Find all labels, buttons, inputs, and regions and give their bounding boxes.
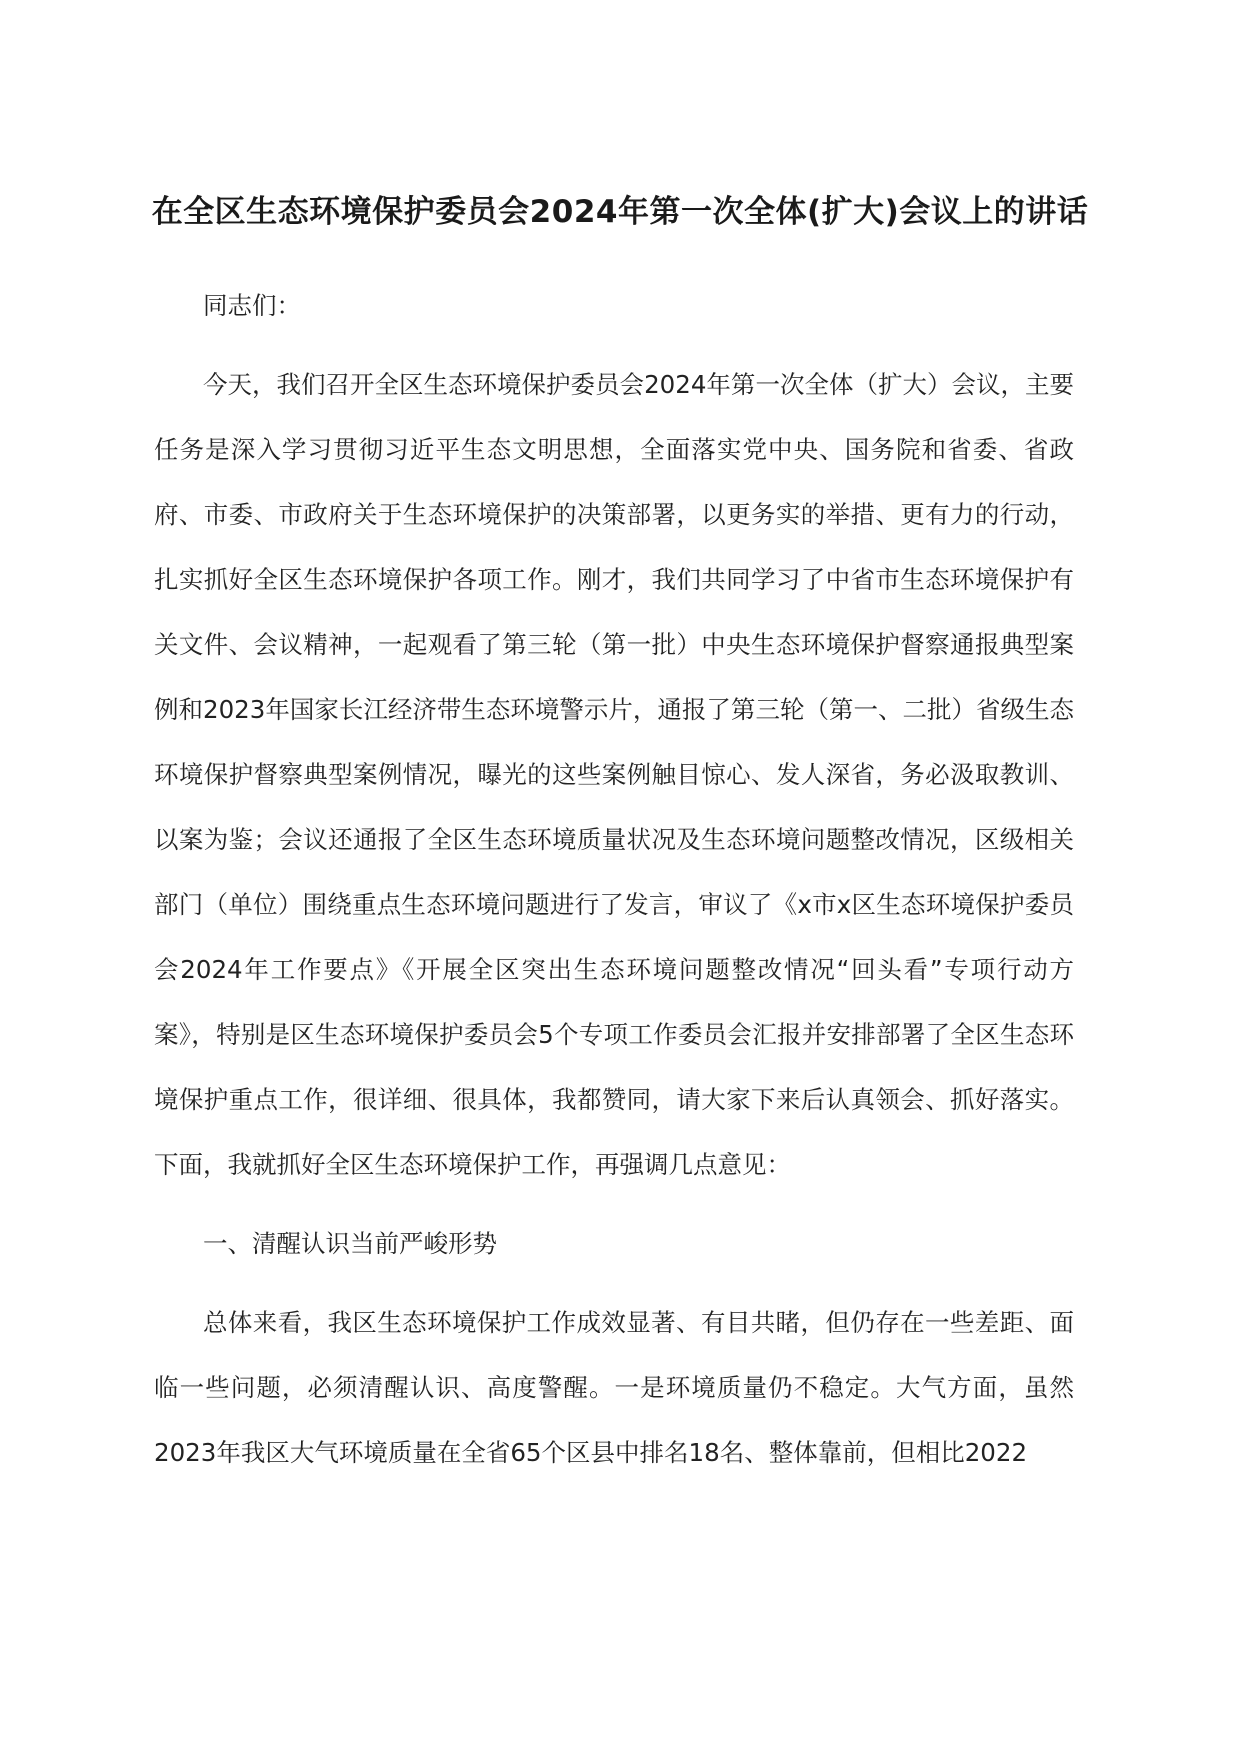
paragraph-intro: 今天，我们召开全区生态环境保护委员会2024年第一次全体（扩大）会议，主要任务是深入学习贯彻习近平生态文明思想，全面落实党中央、国务院和省委、省政府、市委、市政府关于生态环境保护的决策部署，以更务实的举措、更有力的行动，扎实抓好全区生态环境保护各项工作。刚才，我们共同学习了中省市生态环境保护有关文件、会议精神，一起观看了第三轮（第一批）中央生态环境保护督察通报典型案例和2023年国家长江经济带生态环境警示片，通报了第三轮（第一、二批）省级生态环境保护督察典型案例情况，曝光的这些案例触目惊心、发人深省，务必汲取教训、以案为鉴；会议还通报了全区生态环境质量状况及生态环境问题整改情况，区级相关部门（单位）围绕重点生态环境问题进行了发言，审议了《x市x区生态环境保护委员会2024年工作要点》《开展全区突出生态环境问题整改情况“回头看”专项行动方案》，特别是区生态环境保护委员会5个专项工作委员会汇报并安排部署了全区生态环境保护重点工作，很详细、很具体，我都赞同，请大家下来后认真领会、抓好落实。下面，我就抓好全区生态环境保护工作，再强调几点意见：	[154, 370, 1074, 1179]
document-title: 在全区生态环境保护委员会2024年第一次全体(扩大)会议上的讲话	[151, 194, 1089, 230]
document-body	[154, 273, 1074, 1485]
salutation: 同志们：	[203, 291, 301, 320]
section-heading-1: 一、清醒认识当前严峻形势	[203, 1229, 497, 1258]
paragraph-situation: 总体来看，我区生态环境保护工作成效显著、有目共睹，但仍存在一些差距、面临一些问题，必须清醒认识、高度警醒。一是环境质量仍不稳定。大气方面，虽然2023年我区大气环境质量在全省65个区县中排名18名、整体靠前，但相比2022	[154, 1308, 1074, 1467]
